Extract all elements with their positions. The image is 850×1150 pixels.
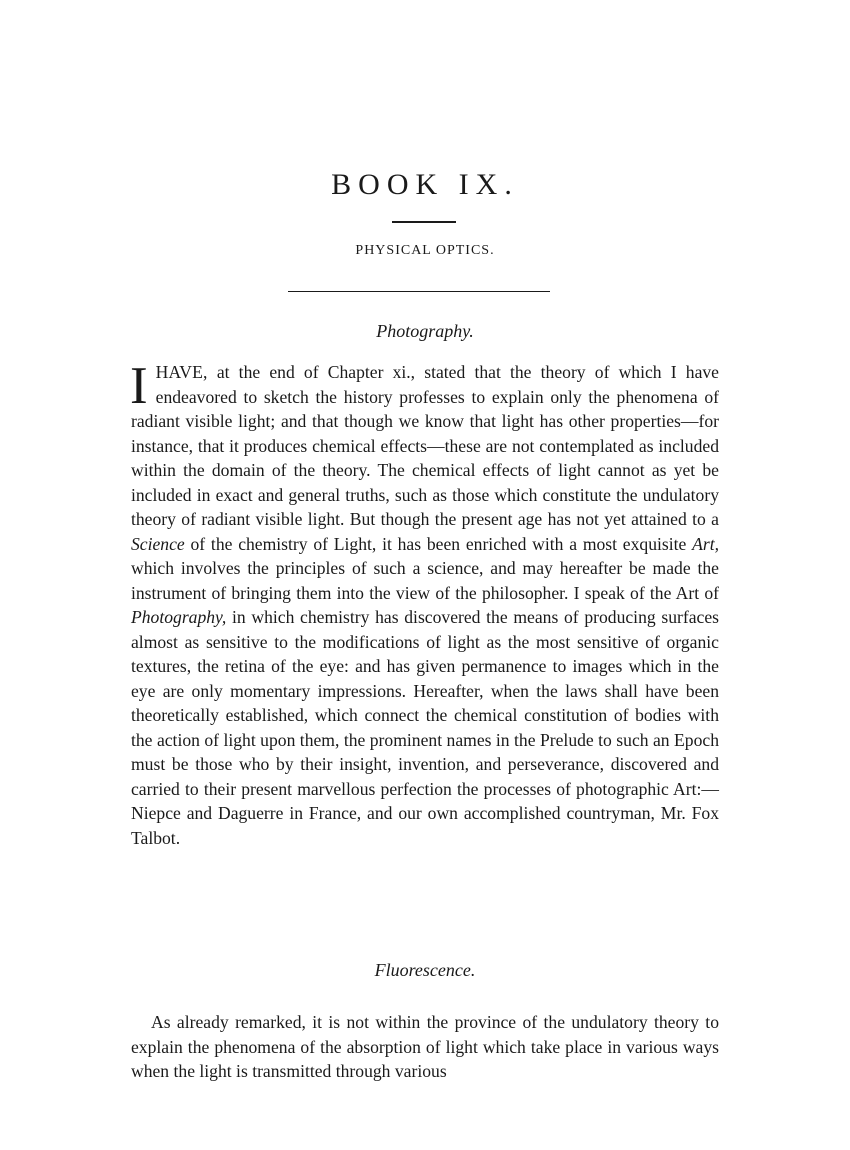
italic-term: Science bbox=[131, 533, 185, 554]
lead-word: HAVE, bbox=[155, 362, 208, 382]
paragraph-text: of the chemistry of Light, it has been enriched with a most exquisite bbox=[184, 533, 693, 554]
paragraph-text: which involves the principles of such a science, and may hereafter be made the instrument of bringing them into the view of the philosopher. I speak of the Art of bbox=[131, 558, 719, 603]
title-rule bbox=[392, 221, 456, 223]
paragraph-text: As already remarked, it is not within the province of the undulatory theory to explain the phenomena of the absorption of light which take place in various ways when the light is transmitted through various bbox=[131, 1012, 719, 1081]
italic-term: Photography, bbox=[131, 607, 227, 627]
book-subtitle: PHYSICAL OPTICS. bbox=[355, 243, 495, 258]
paragraph-text: in which chemistry has discovered the means of producing surfaces almost as sensitive to the modifications of light as the most sensitive of organic textures, the retina of the eye: and has given permanence to images which in the eye are only momentary impressions. Hereafter, when the laws shall have been theoretically established, which connect the chemical constitution of bodies with the action of light upon them, the prominent names in the Prelude to such an Epoch must be those who by their insight, invention, and perseverance, discovered and carried to their present marvellous perfection the processes of photographic Art:—Niepce and Daguerre in France, and our own accomplished countryman, Mr. Fox Talbot. bbox=[131, 607, 719, 848]
section-heading-photography: Photography. bbox=[376, 321, 474, 341]
paragraph-photography bbox=[130, 357, 719, 850]
book-title: BOOK IX. bbox=[331, 168, 519, 201]
paragraph-fluorescence bbox=[131, 1010, 719, 1084]
section-heading-fluorescence: Fluorescence. bbox=[374, 960, 476, 980]
paragraph-text: at the end of Chapter xi., stated that the theory of which I have endeavored to sketch the history professes to explain only the phenomena of radiant visible light; and that though we know that light has other properties—for instance, that it produces chemical effects—these are not contemplated as included within the domain of the theory. The chemical effects of light cannot as yet be included in exact and general truths, such as those which constitute the undulatory theory of radiant visible light. But though the present age has not yet attained to a bbox=[131, 362, 719, 529]
italic-term: Art, bbox=[692, 533, 719, 554]
drop-cap: I bbox=[130, 357, 148, 415]
section-divider bbox=[288, 291, 550, 292]
